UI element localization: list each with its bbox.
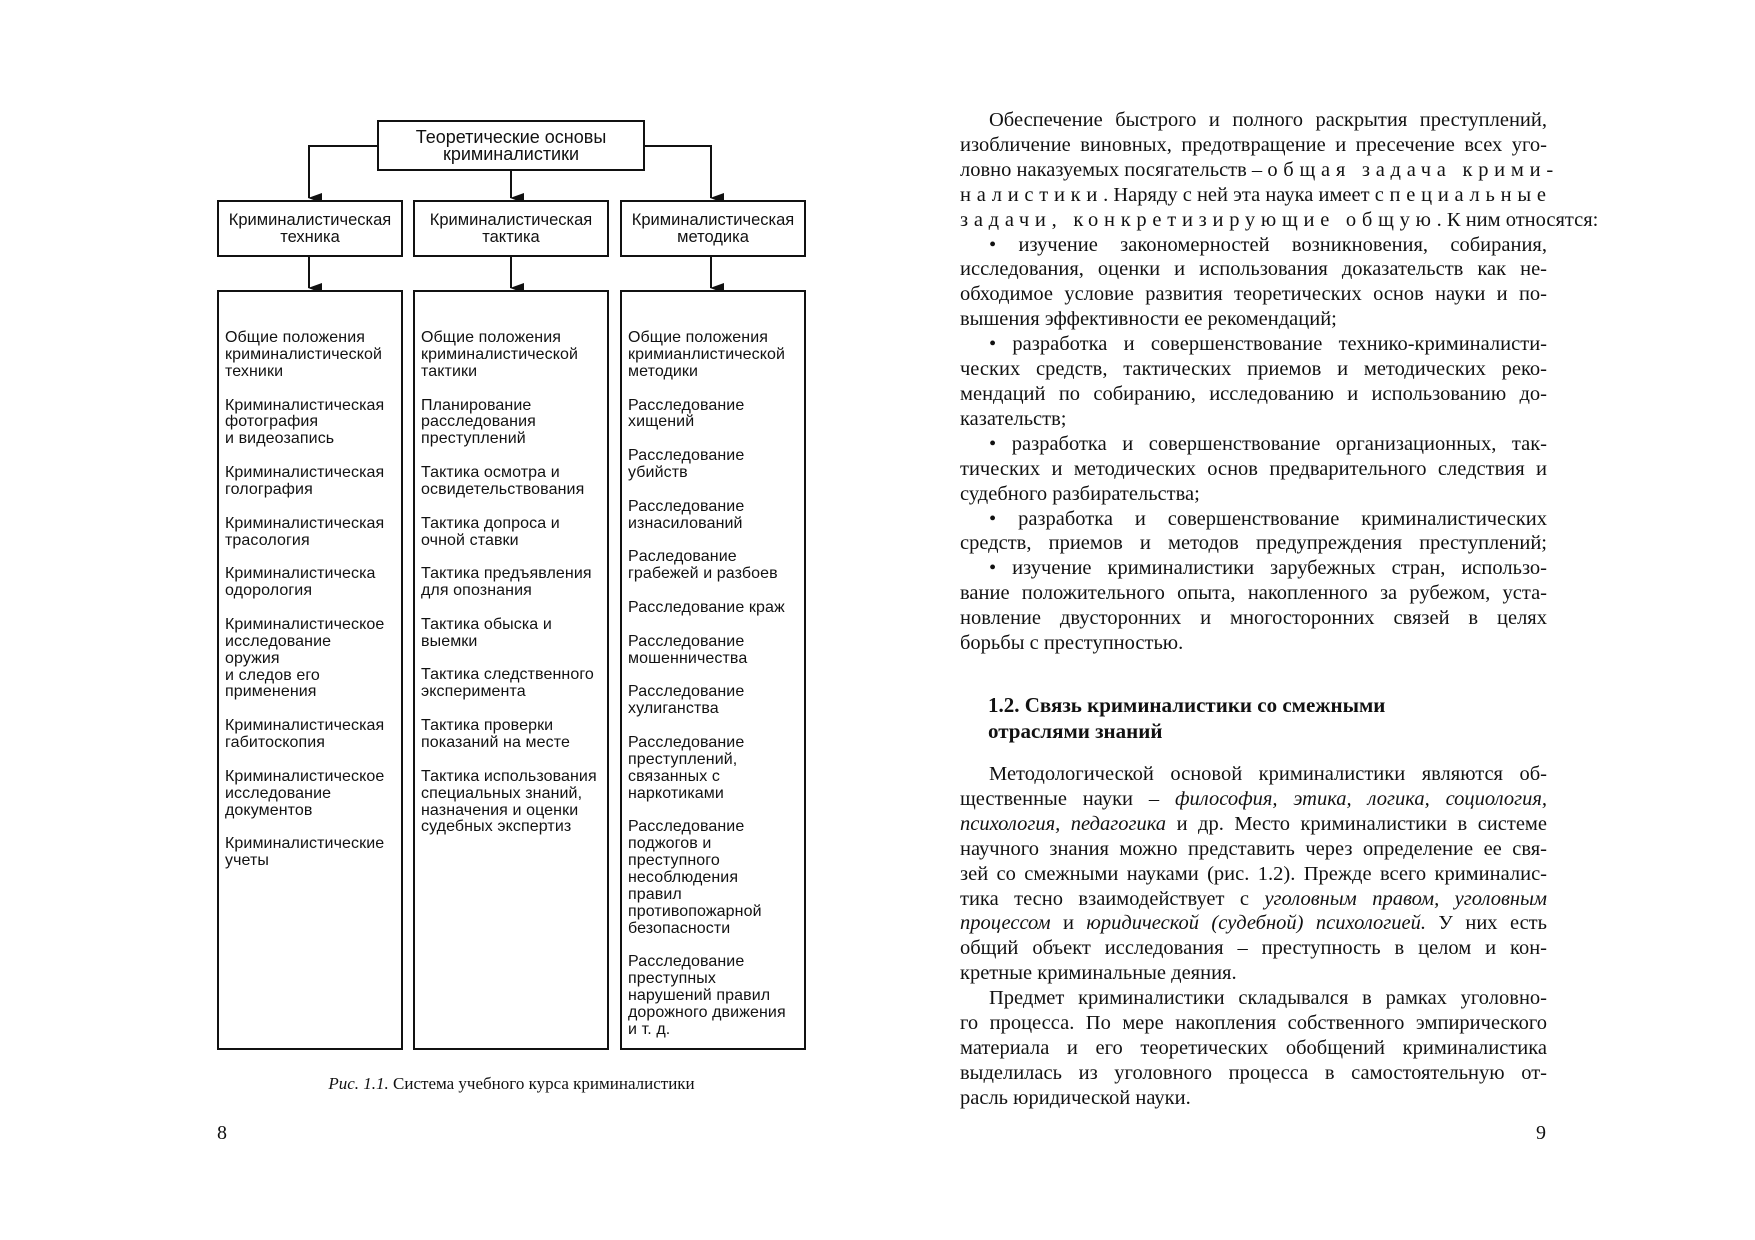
text-run: щественные науки – [960,787,1175,810]
text-line [960,158,1559,183]
topic-item: Тактика допроса и очной ставки [421,514,560,549]
right-text-block-1 [960,108,1599,656]
text-run: го процесса. По мере накопления собственного эмпирического [960,1012,1547,1035]
topic-item: Общие положения кримианлистической методики [628,329,786,380]
text-run: кретные криминальные деяния. [960,962,1237,985]
text-line [960,432,1547,457]
text-line [960,1011,1547,1036]
arrow-root-to-methodology [645,146,711,198]
text-run: изобличение виновных, предотвращение и пресечение всех уго- [960,133,1547,156]
text-run: зей со смежными науками (рис. 1.2). Прежде всего криминалис- [960,862,1547,885]
text-run: выделилась из уголовного процесса в самостоятельную от- [960,1061,1547,1084]
text-run: исследования, оценки и использования доказательств как не- [960,258,1547,281]
right-text-block-2 [960,762,1547,1111]
topic-item: Расследование поджогов и преступного несоблюдения правил противопожарной безопасности [628,818,762,937]
text-line [960,762,1547,787]
text-line [960,332,1547,357]
text-line [960,208,1599,233]
text-run: расль юридической науки. [960,1086,1191,1109]
text-run: Методологической основой криминалистики являются об- [989,763,1547,785]
text-run: У них есть [1426,912,1547,935]
topic-item: Тактика следственного эксперимента [421,666,594,701]
text-line [960,606,1547,631]
figure-caption [217,1074,806,1094]
topic-item: Расследование мошенничества [628,632,748,667]
figure-caption-text: Система учебного курса криминалистики [388,1074,695,1093]
text-run: • разработка и совершенствование криминалистических [989,507,1547,530]
text-line [960,936,1547,961]
branch-tactics-box: Криминалистическая тактика [413,200,609,257]
topic-item: Расследование преступных нарушений правил дорожного движения и т. д. [628,953,786,1039]
topic-item: Криминалистическая трасология [225,514,385,549]
text-run: вание положительного опыта, накопленного за рубежом, уста- [960,582,1547,605]
topic-item: Тактика предъявления для опознания [421,565,592,600]
text-line [960,1061,1547,1086]
text-run: • изучение криминалистики зарубежных стран, использо- [989,557,1547,580]
text-line [960,531,1547,556]
topic-item: Тактика проверки показаний на месте [421,717,570,751]
text-run: Предмет криминалистики складывался в рамках уголовно- [989,987,1547,1010]
text-run: общий объект исследования – преступность в целом и кон- [960,937,1547,960]
text-line [960,631,1547,656]
text-line [960,108,1547,133]
text-run: ловно наказуемых посягательств – [960,158,1268,181]
italic-text: философия, этика, логика, социология, [1175,787,1547,810]
section-heading: 1.2. Связь криминалистики со смежными отраслями знаний [988,693,1386,743]
text-run: тика тесно взаимодействует с [960,887,1265,910]
topic-item: Криминалистическая габитоскопия [225,717,385,752]
text-line [960,382,1547,407]
text-line [960,282,1547,307]
text-run: . К ним относятся: [1436,208,1599,231]
text-line [960,556,1547,581]
topic-item: Расследование изнасилований [628,497,745,532]
spaced-emphasis-text: специальные [1374,183,1552,206]
text-run: Обеспечение быстрого и полного раскрытия преступлений, [989,109,1547,131]
spaced-emphasis-text: налистики [960,183,1104,206]
text-line [960,787,1547,812]
topic-item: Расследование хулиганства [628,683,745,718]
topic-item: Общие положения криминалистической техники [225,329,383,380]
text-run: материала и его теоретических обобщений криминалистика [960,1036,1547,1059]
italic-text: юридической (судебной) психологией. [1086,912,1426,935]
spaced-emphasis-text: задачи, конкретизирующие общую [960,208,1437,231]
topic-item: Расследование убийств [628,447,745,482]
text-line [960,986,1547,1011]
topic-item: Тактика осмотра и освидетельствования [421,464,585,498]
text-line [960,581,1547,606]
topic-item: Криминалистическое исследование оружия и следов его применения [225,615,385,701]
italic-text: уголовным правом, уголовным [1264,887,1547,910]
tactics-topics-list [413,290,609,1050]
text-line [960,407,1547,432]
italic-text: процессом [960,912,1051,935]
text-run: борьбы с преступностью. [960,632,1184,655]
text-line [960,307,1547,332]
branch-technique-box: Криминалистическая техника [217,200,403,257]
italic-text: психология, педагогика [960,812,1167,835]
topic-item: Рaследование грабежей и разбоев [628,548,778,583]
text-line [960,862,1547,887]
text-run: вышения эффективности ее рекомендаций; [960,308,1337,331]
topic-item: Расследование преступлений, связанных с наркотиками [628,733,745,802]
methodology-topics-list [620,290,806,1050]
topic-item: Криминалистическое исследование документов [225,767,385,819]
text-line [960,1086,1547,1111]
text-run: ческих средств, тактических приемов и методических реко- [960,358,1547,381]
branch-methodology-box: Криминалистическая методика [620,200,806,257]
topic-item: Общие положения криминалистической тактики [421,329,579,380]
topic-item: Тактика использования специальных знаний, назначения и оценки судебных экспертиз [421,767,597,836]
page-number-right: 9 [1536,1122,1546,1144]
text-run: новление двусторонних и многосторонних связей в целях [960,607,1547,630]
text-line [960,837,1547,862]
technique-topics-list [217,290,403,1050]
diagram-root-box: Теоретические основы криминалистики [377,120,645,171]
text-run: судебного разбирательства; [960,482,1200,505]
text-run: • разработка и совершенствование организационных, так- [989,432,1547,455]
text-run: • разработка и совершенствование технико-криминалисти- [989,333,1547,356]
spaced-emphasis-text: общая задача крими- [1267,158,1559,181]
text-line [960,457,1547,482]
text-line [960,812,1547,837]
text-line [960,507,1547,532]
page-number-left: 8 [217,1122,227,1144]
topic-item: Криминалистическая голография [225,464,385,498]
topic-item: Криминалистическая фотография и видеозапись [225,396,385,448]
text-run: мендаций по собиранию, исследованию и использованию до- [960,382,1547,405]
text-run: казательств; [960,407,1067,430]
text-line [960,357,1547,382]
text-line [960,183,1552,208]
text-line [960,482,1547,507]
topic-item: Расследование краж [628,598,785,616]
text-line [960,1036,1547,1061]
text-line [960,911,1547,936]
text-run: . Наряду с ней эта наука имеет [1103,183,1375,206]
figure-caption-label: Рис. 1.1. [328,1074,389,1093]
text-line [960,257,1547,282]
topic-item: Планирование расследования преступлений [421,396,536,448]
topic-item: Тактика обыска и выемки [421,615,552,650]
text-line [960,233,1547,258]
text-run: средств, приемов и методов предупреждения преступлений; [960,532,1547,555]
arrow-root-to-technique [309,146,377,198]
text-line [960,887,1547,912]
text-line [960,961,1547,986]
text-run: обходимое условие развития теоретических основ науки и по- [960,283,1547,306]
text-run: • изучение закономерностей возникновения, собирания, [989,233,1547,256]
topic-item: Криминалистические учеты [225,835,385,870]
text-run: и [1050,912,1087,935]
text-line [960,133,1547,158]
text-run: тических и методических основ предварительного следствия и [960,457,1547,480]
topic-item: Расследование хищений [628,396,745,431]
topic-item: Криминалистическа одорология [225,565,376,600]
text-run: научного знания можно представить через определение ее свя- [960,837,1547,860]
text-run: и др. Место криминалистики в системе [1166,812,1547,835]
